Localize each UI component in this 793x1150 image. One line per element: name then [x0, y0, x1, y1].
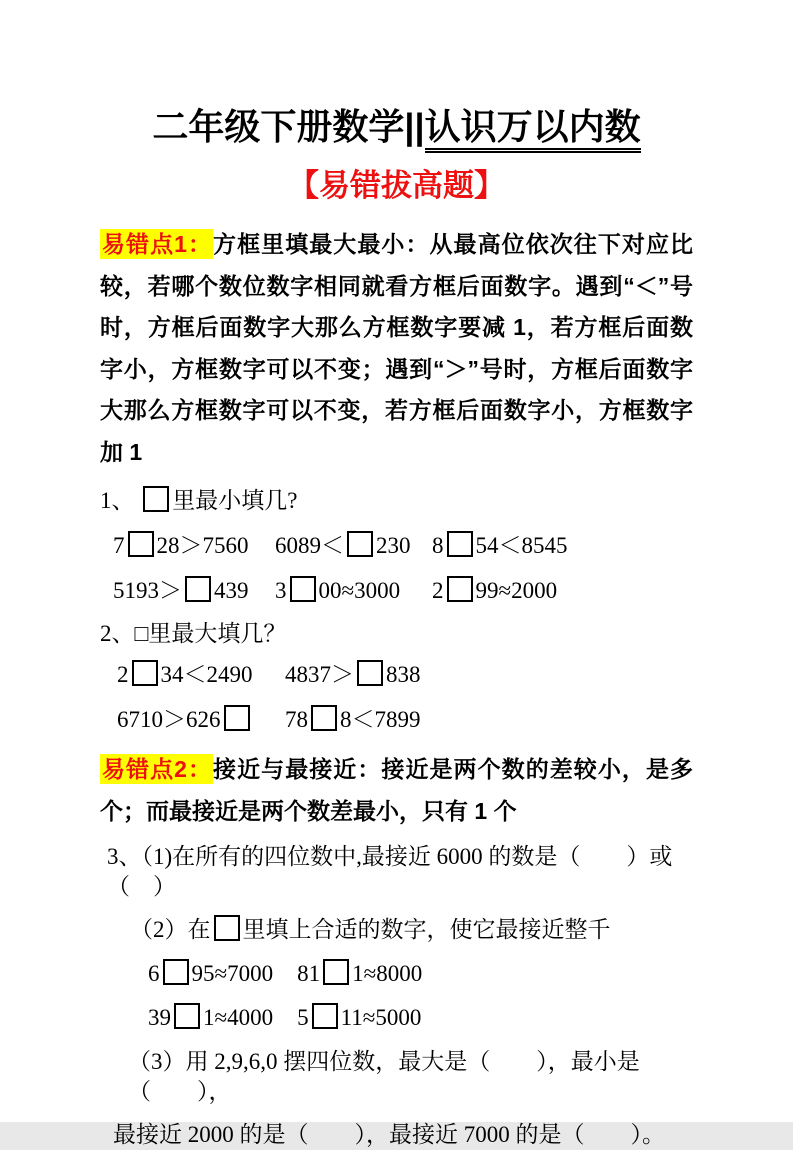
blank-box — [185, 576, 211, 602]
blank-box — [357, 660, 383, 686]
math-expression: 2 99≈2000 — [432, 578, 558, 603]
question-2-row-1 — [100, 656, 693, 694]
math-expression: 6 95≈7000 — [148, 961, 274, 986]
page-title-underlined: 认识万以内数 — [425, 106, 641, 153]
math-expression: 6710＞626 — [117, 701, 285, 739]
tip-2-text: 接近与最接近：接近是两个数的差较小，是多个；而最接近是两个数差最小，只有 1 个 — [100, 756, 693, 824]
question-3-part-3-line-1: （3）用 2,9,6,0 摆四位数，最大是（ ），最小是（ ）， — [128, 1049, 640, 1104]
blank-box — [311, 705, 337, 731]
math-expression: 78 8＜7899 — [285, 707, 421, 732]
question-3-approx-row-2 — [100, 999, 693, 1037]
question-1-row-2 — [100, 572, 693, 610]
tip-2 — [100, 749, 693, 832]
question-1-row-1 — [100, 527, 693, 565]
math-expression: 5193＞ 439 — [113, 578, 249, 603]
math-expression: 6089＜ 230 — [275, 533, 411, 558]
math-expression: 7 28＞7560 — [113, 533, 249, 558]
tip-2-tag: 易错点2： — [102, 756, 213, 782]
math-expression: 5 11≈5000 — [297, 1005, 422, 1030]
page-subtitle: 【易错拔高题】 — [288, 168, 505, 203]
tip-1-tag: 易错点1： — [102, 231, 213, 257]
blank-box — [290, 576, 316, 602]
math-expression: 4837＞ 838 — [285, 662, 421, 687]
question-3-part-3-line-2: 最接近 2000 的是（ ），最接近 7000 的是（ ）。 — [113, 1122, 665, 1147]
math-expression: 3 00≈3000 — [275, 578, 401, 603]
question-1-label: 1、 里最小填几? — [100, 488, 298, 513]
question-2-label: 2、□里最大填几？ — [100, 621, 287, 646]
blank-box — [347, 531, 373, 557]
question-2 — [100, 619, 693, 739]
question-3 — [100, 842, 693, 1150]
blank-box — [214, 915, 240, 941]
math-expression: 39 1≈4000 — [148, 1005, 274, 1030]
blank-box — [128, 531, 154, 557]
blank-box — [312, 1003, 338, 1029]
math-expression: 2 34＜2490 — [117, 662, 253, 687]
blank-box — [224, 705, 250, 731]
blank-box — [447, 576, 473, 602]
question-2-row-2 — [100, 701, 693, 739]
question-3-part-2: （2）在 里填上合适的数字，使它最接近整千 — [130, 917, 611, 942]
math-expression: 81 1≈8000 — [297, 961, 423, 986]
question-3-approx-row-1 — [100, 955, 693, 993]
blank-box — [323, 959, 349, 985]
page-title-prefix: 二年级下册数学|| — [152, 106, 425, 147]
question-1 — [100, 482, 693, 610]
page-title — [100, 104, 693, 150]
tip-1-text: 方框里填最大最小：从最高位依次往下对应比较，若哪个数位数字相同就看方框后面数字。遇到“＜”号时，方框后面数字大那么方框数字要减 1，若方框后面数字小，方框数字可以不变；遇到“＞”号时，方框后面数字大那么方框数字可以不变，若方框后面数字小，方框数字加 1 — [100, 231, 693, 465]
question-3-part-1: 3、（1)在所有的四位数中,最接近 6000 的数是（ ）或（ ） — [107, 844, 673, 899]
blank-box — [132, 660, 158, 686]
blank-box — [163, 959, 189, 985]
blank-box — [174, 1003, 200, 1029]
math-expression: 8 54＜8545 — [432, 533, 568, 558]
tip-1 — [100, 224, 693, 473]
blank-box — [447, 531, 473, 557]
blank-box — [143, 486, 169, 512]
